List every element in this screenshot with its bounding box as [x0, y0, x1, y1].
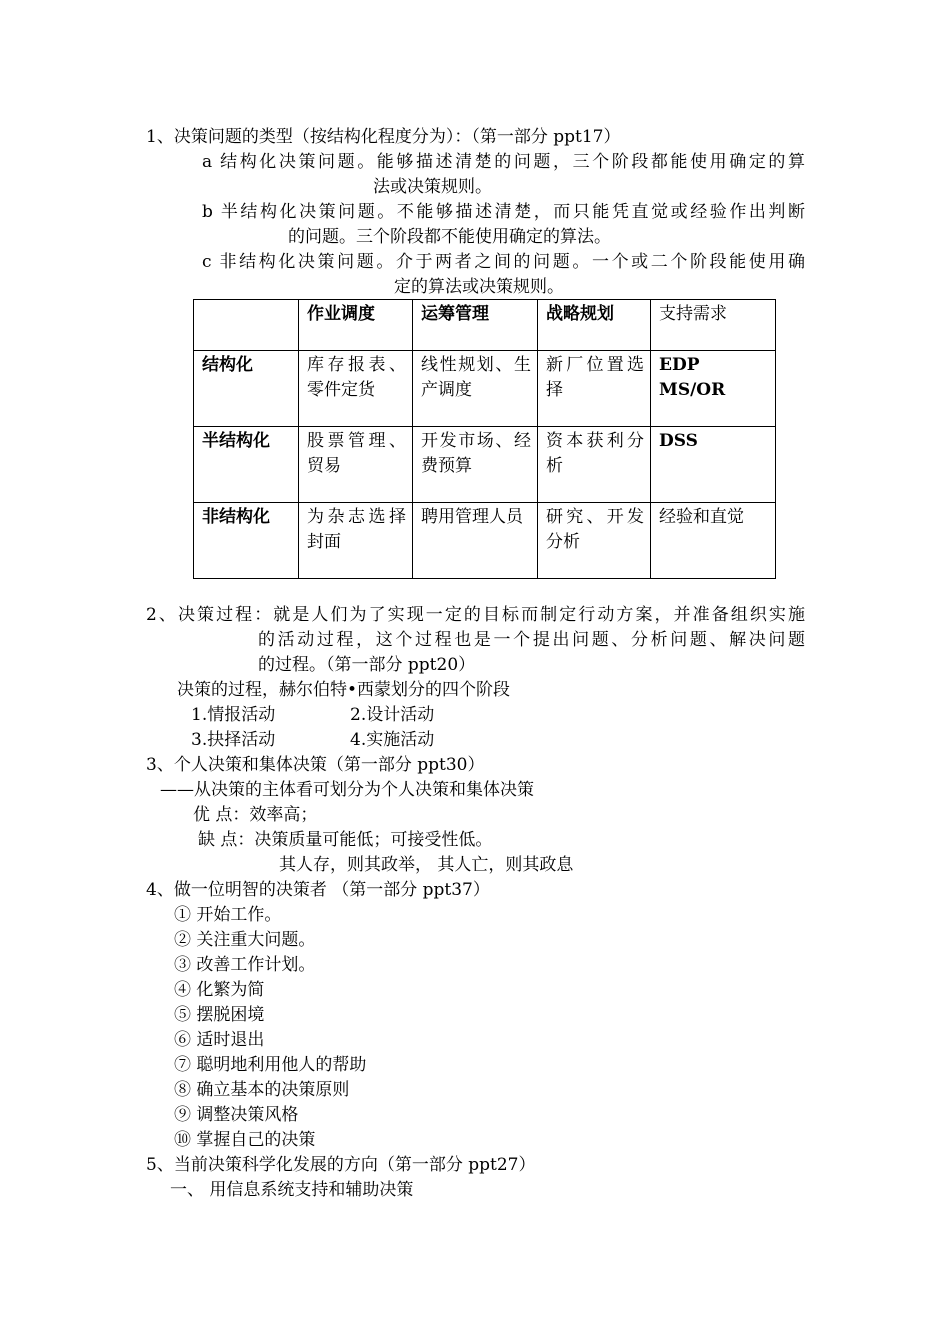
stages-intro: 决策的过程，赫尔伯特•西蒙划分的四个阶段 — [177, 680, 511, 700]
section2-line2: 的活动过程，这个过程也是一个提出问题、分析问题、解决问题 — [258, 630, 805, 650]
table-cell: 为杂志选择封面 — [299, 503, 413, 579]
list-item: ⑥ 适时退出 — [174, 1030, 265, 1050]
section5-heading: 5、当前决策科学化发展的方向（第一部分 ppt27） — [146, 1155, 536, 1175]
table-row — [194, 503, 776, 579]
table-row — [194, 351, 776, 427]
list-item: ④ 化繁为简 — [174, 980, 265, 1000]
table-cell: 开发市场、经费预算 — [413, 427, 538, 503]
item-b-line2: 的问题。三个阶段都不能使用确定的算法。 — [288, 227, 611, 247]
table-header-row — [194, 300, 776, 351]
section2-line3: 的过程。（第一部分 ppt20） — [258, 655, 476, 675]
stage-1: 1.情报活动 — [191, 705, 276, 725]
list-item: ⑧ 确立基本的决策原则 — [174, 1080, 350, 1100]
table-cell: 经验和直觉 — [651, 503, 776, 579]
section3-heading: 3、个人决策和集体决策（第一部分 ppt30） — [146, 755, 485, 775]
table-header-cell — [194, 300, 299, 351]
list-item: ⑩ 掌握自己的决策 — [174, 1130, 316, 1150]
table-cell: EDP MS/OR — [651, 351, 776, 427]
table-header-cell: 战略规划 — [538, 300, 651, 351]
decision-type-table — [193, 299, 776, 579]
table-cell: 股票管理、贸易 — [299, 427, 413, 503]
table-header-cell: 作业调度 — [299, 300, 413, 351]
section4-heading: 4、做一位明智的决策者 （第一部分 ppt37） — [146, 880, 490, 900]
table-cell: 新厂位置选择 — [538, 351, 651, 427]
table-cell: 研究、开发分析 — [538, 503, 651, 579]
section1-heading: 1、决策问题的类型（按结构化程度分为）：（第一部分 ppt17） — [146, 127, 621, 147]
disadvantages: 缺 点：决策质量可能低；可接受性低。 — [198, 830, 493, 850]
table-cell: 聘用管理人员 — [413, 503, 538, 579]
list-item: ⑨ 调整决策风格 — [174, 1105, 299, 1125]
item-a-line1: a 结构化决策问题。能够描述清楚的问题，三个阶段都能使用确定的算 — [202, 152, 805, 172]
table-cell: DSS — [651, 427, 776, 503]
advantages: 优 点：效率高； — [193, 805, 318, 825]
item-b-line1: b 半结构化决策问题。不能够描述清楚，而只能凭直觉或经验作出判断 — [202, 202, 805, 222]
table-header-cell: 支持需求 — [651, 300, 776, 351]
stage-3: 3.抉择活动 — [191, 730, 276, 750]
list-item: ⑦ 聪明地利用他人的帮助 — [174, 1055, 367, 1075]
section3-line1: ——从决策的主体看可划分为个人决策和集体决策 — [160, 780, 534, 800]
list-item: ⑤ 摆脱困境 — [174, 1005, 265, 1025]
section5-line1: 一、 用信息系统支持和辅助决策 — [170, 1180, 414, 1200]
item-c-line2: 定的算法或决策规则。 — [394, 277, 564, 297]
table-row — [194, 427, 776, 503]
item-c-line1: c 非结构化决策问题。介于两者之间的问题。一个或二个阶段能使用确 — [202, 252, 805, 272]
section2-line1: 2、决策过程：就是人们为了实现一定的目标而制定行动方案，并准备组织实施 — [146, 605, 805, 625]
quote: 其人存，则其政举， 其人亡，则其政息 — [279, 855, 574, 875]
table-cell: 资本获利分析 — [538, 427, 651, 503]
row-label: 结构化 — [194, 351, 299, 427]
table-cell: 线性规划、生产调度 — [413, 351, 538, 427]
table-cell: 库存报表、零件定货 — [299, 351, 413, 427]
stage-4: 4.实施活动 — [350, 730, 435, 750]
row-label: 非结构化 — [194, 503, 299, 579]
row-label: 半结构化 — [194, 427, 299, 503]
stage-2: 2.设计活动 — [350, 705, 435, 725]
item-a-line2: 法或决策规则。 — [373, 177, 492, 197]
list-item: ① 开始工作。 — [174, 905, 282, 925]
table-header-cell: 运筹管理 — [413, 300, 538, 351]
list-item: ② 关注重大问题。 — [174, 930, 316, 950]
list-item: ③ 改善工作计划。 — [174, 955, 316, 975]
